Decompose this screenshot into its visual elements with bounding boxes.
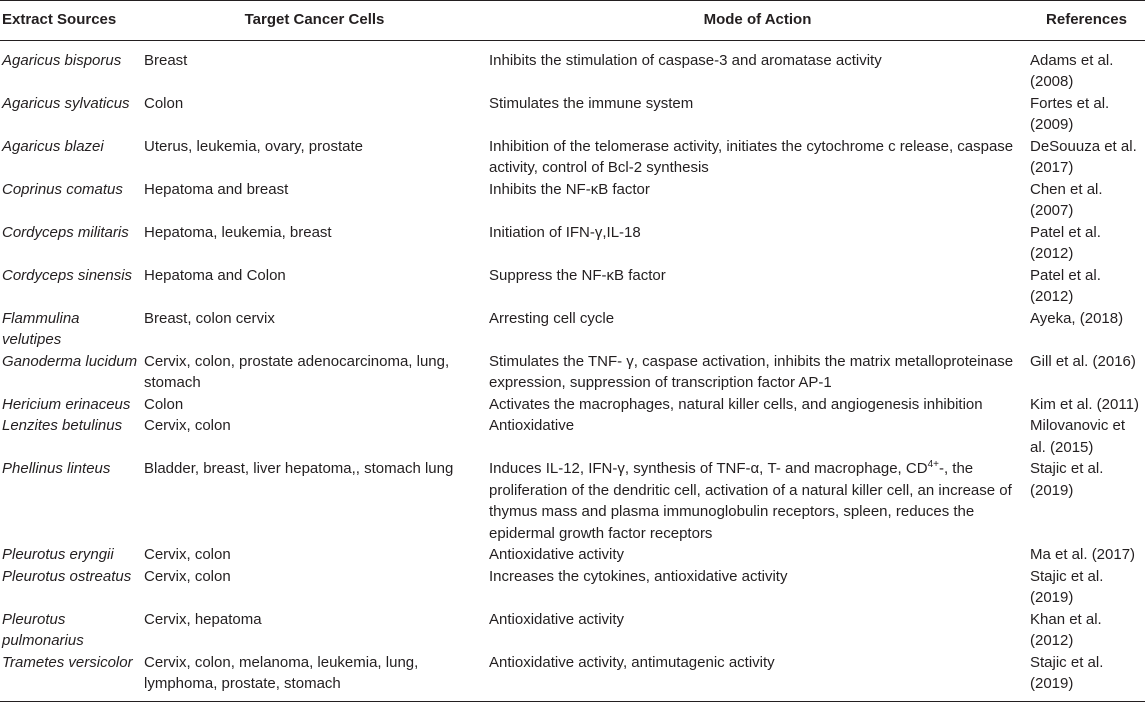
mode-text-end: -, the proliferation of the dendritic cell, activation of a natural killer cell, an increase of thymus mass and plasma immunoglobulin receptors, spleen, reduces the epidermal growth factor receptors <box>489 460 1012 542</box>
mode-of-action-cell: Suppress the NF-κB factor <box>489 266 666 284</box>
extract-source-cell: Cordyceps militaris <box>2 223 129 241</box>
target-cells-cell: Uterus, leukemia, ovary, prostate <box>144 137 363 155</box>
mode-of-action-cell: Antioxidative activity <box>489 610 625 628</box>
extract-source-cell: Ganoderma lucidum <box>2 352 138 370</box>
mode-text-start: Induces IL-12, IFN-γ, synthesis of TNF-α, T- and macrophage, CD <box>489 460 928 477</box>
target-cells-cell: Cervix, colon <box>144 567 231 585</box>
reference-cell: Khan et al. (2012) <box>1030 610 1102 649</box>
mode-of-action-cell: Inhibits the stimulation of caspase-3 and aromatase activity <box>489 51 882 69</box>
mode-of-action-cell: Inhibits the NF-κB factor <box>489 180 650 198</box>
table-body <box>0 40 1145 701</box>
header-extract-sources: Extract Sources <box>0 1 142 41</box>
reference-cell: Adams et al. (2008) <box>1030 51 1114 90</box>
reference-cell: Ma et al. (2017) <box>1030 546 1136 563</box>
target-cells-cell: Cervix, colon, prostate adenocarcinoma, lung, stomach <box>144 352 450 391</box>
reference-cell: Kim et al. (2011) <box>1030 395 1139 413</box>
table-row <box>0 40 1145 93</box>
target-cells-cell: Cervix, colon <box>144 417 231 434</box>
mode-of-action-cell: Inhibition of the telomerase activity, initiates the cytochrome c release, caspase activity, control of Bcl-2 synthesis <box>489 137 1014 176</box>
target-cells-cell: Breast, colon cervix <box>144 309 275 327</box>
table-row <box>0 609 1145 652</box>
extract-source-cell: Agaricus blazei <box>2 137 104 155</box>
header-row <box>0 1 1145 41</box>
reference-cell: Patel et al. (2012) <box>1030 223 1101 262</box>
header-references: References <box>1028 1 1145 41</box>
mode-of-action-cell: Antioxidative activity <box>489 546 625 563</box>
table-row <box>0 136 1145 179</box>
reference-cell: Ayeka, (2018) <box>1030 309 1124 327</box>
reference-cell: Stajic et al. (2019) <box>1028 652 1145 702</box>
extract-source-cell: Lenzites betulinus <box>2 417 123 434</box>
target-cells-cell: Colon <box>144 94 184 112</box>
header-target-cancer-cells: Target Cancer Cells <box>142 1 487 41</box>
extract-source-cell: Coprinus comatus <box>2 180 123 198</box>
extract-source-cell: Pleurotus pulmonarius <box>2 610 84 649</box>
table-row <box>0 394 1145 416</box>
table-row <box>0 652 1145 702</box>
target-cells-cell: Hepatoma and Colon <box>144 266 286 284</box>
target-cells-cell: Hepatoma and breast <box>144 180 289 198</box>
mode-of-action-cell: Initiation of IFN-γ,IL-18 <box>489 223 641 241</box>
table-row <box>0 566 1145 609</box>
mode-of-action-cell <box>487 458 1028 544</box>
extract-source-cell: Agaricus sylvaticus <box>2 94 130 112</box>
extract-source-cell: Pleurotus eryngii <box>2 546 114 563</box>
reference-cell: Milovanovic et al. (2015) <box>1030 417 1126 456</box>
table-row <box>0 265 1145 308</box>
extract-source-cell: Hericium erinaceus <box>2 395 131 413</box>
extract-source-cell: Trametes versicolor <box>0 652 142 702</box>
table-row <box>0 93 1145 136</box>
table-row <box>0 458 1145 544</box>
mode-of-action-cell: Increases the cytokines, antioxidative activity <box>489 567 788 585</box>
reference-cell: Gill et al. (2016) <box>1030 352 1136 370</box>
superscript-text: 4+ <box>927 459 939 470</box>
table-row <box>0 308 1145 351</box>
mode-of-action-cell: Stimulates the TNF- γ, caspase activation, inhibits the matrix metalloproteinase expression, suppression of transcription factor AP-1 <box>489 352 1014 391</box>
table-header <box>0 1 1145 41</box>
reference-cell: Stajic et al. (2019) <box>1030 567 1104 606</box>
table-row <box>0 351 1145 394</box>
table-row <box>0 415 1145 458</box>
mode-of-action-cell: Stimulates the immune system <box>489 94 694 112</box>
reference-cell: Stajic et al. (2019) <box>1030 460 1104 499</box>
extract-source-cell: Flammulina velutipes <box>2 309 80 348</box>
reference-cell: Chen et al. (2007) <box>1030 180 1103 219</box>
reference-cell: Fortes et al. (2009) <box>1030 94 1110 133</box>
target-cells-cell: Cervix, colon, melanoma, leukemia, lung, lymphoma, prostate, stomach <box>142 652 487 702</box>
target-cells-cell: Cervix, colon <box>144 546 231 563</box>
reference-cell: DeSouuza et al. (2017) <box>1030 137 1137 176</box>
reference-cell: Patel et al. (2012) <box>1030 266 1101 305</box>
target-cells-cell: Hepatoma, leukemia, breast <box>144 223 332 241</box>
target-cells-cell: Breast <box>144 51 188 69</box>
mode-of-action-cell: Arresting cell cycle <box>489 309 615 327</box>
table-row <box>0 222 1145 265</box>
mode-of-action-cell: Activates the macrophages, natural killer cells, and angiogenesis inhibition <box>489 395 983 413</box>
extract-source-cell: Phellinus linteus <box>2 460 111 477</box>
header-mode-of-action: Mode of Action <box>487 1 1028 41</box>
extract-source-cell: Pleurotus ostreatus <box>2 567 132 585</box>
extract-source-cell: Agaricus bisporus <box>2 51 122 69</box>
mode-of-action-cell: Antioxidative <box>489 417 575 434</box>
target-cells-cell: Bladder, breast, liver hepatoma,, stomach lung <box>144 460 454 477</box>
target-cells-cell: Colon <box>144 395 184 413</box>
extract-source-cell: Cordyceps sinensis <box>2 266 133 284</box>
table-row <box>0 544 1145 566</box>
mode-of-action-cell: Antioxidative activity, antimutagenic activity <box>487 652 1028 702</box>
table-row <box>0 179 1145 222</box>
target-cells-cell: Cervix, hepatoma <box>144 610 262 628</box>
